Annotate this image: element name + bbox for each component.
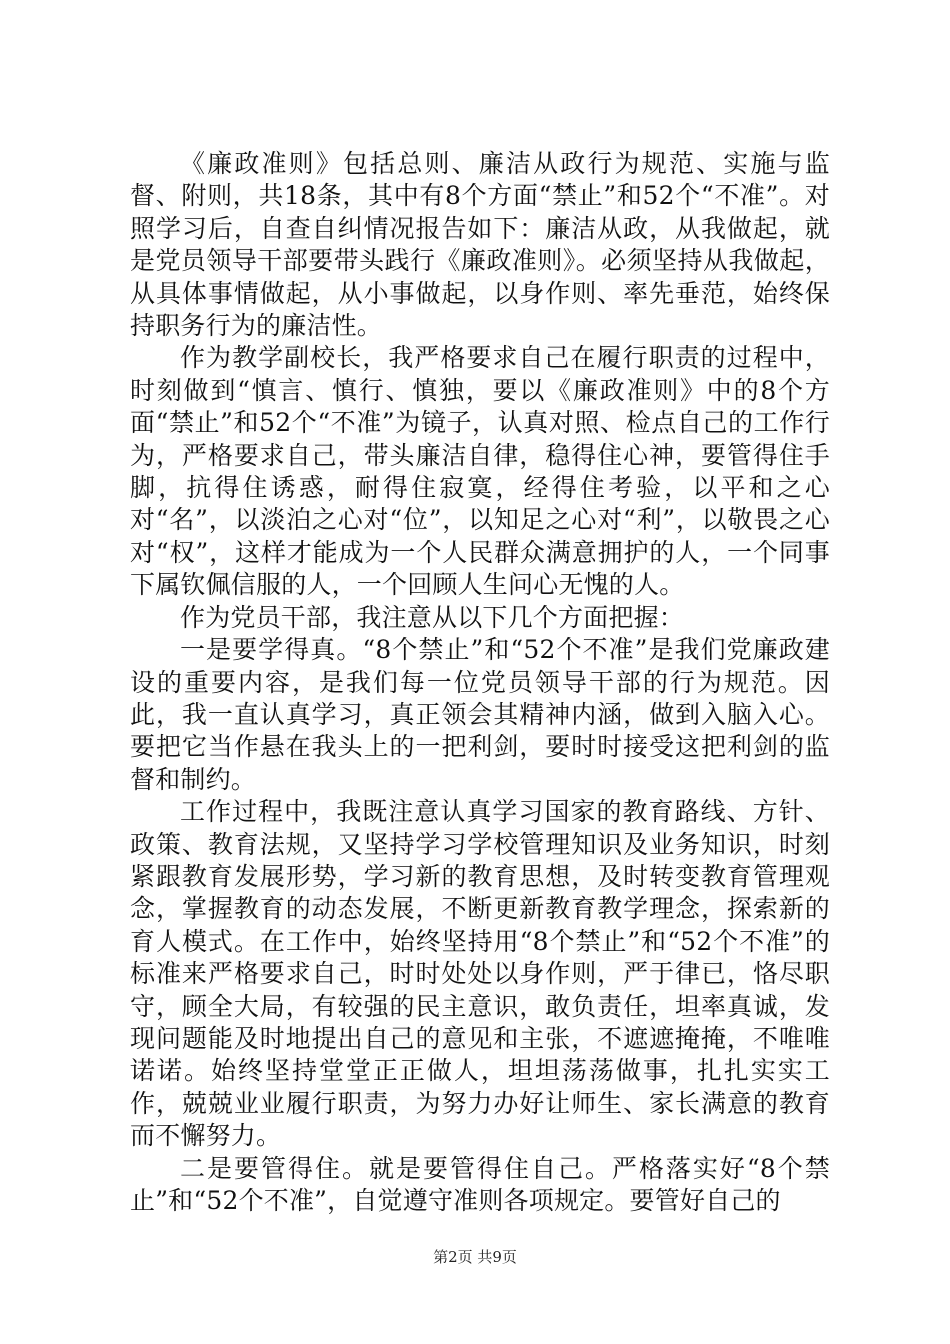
paragraph-3: 作为党员干部，我注意从以下几个方面把握： (180, 602, 685, 632)
document-body (130, 148, 830, 1217)
paragraph-4: 一是要学得真。“8个禁止”和“52个不准”是我们党廉政建设的重要内容，是我们每一位党员领导干部的行为规范。因此，我一直认真学习，真正领会其精神内涵，做到入脑入心。要把它当作悬在我头上的一把利剑，要时时接受这把利剑的监督和制约。 (130, 635, 830, 794)
paragraph-6: 二是要管得住。就是要管得住自己。严格落实好“8个禁止”和“52个不准”，自觉遵守准则各项规定。要管好自己的 (130, 1153, 830, 1215)
paragraph-1: 《廉政准则》包括总则、廉洁从政行为规范、实施与监督、附则，共18条，其中有8个方面“禁止”和52个“不准”。对照学习后，自查自纠情况报告如下：廉洁从政，从我做起，就是党员领导干部要带头践行《廉政准则》。必须坚持从我做起，从具体事情做起，从小事做起，以身作则、率先垂范，始终保持职务行为的廉洁性。 (130, 149, 830, 341)
paragraph-2: 作为教学副校长，我严格要求自己在履行职责的过程中，时刻做到“慎言、慎行、慎独，要以《廉政准则》中的8个方面“禁止”和52个“不准”为镜子，认真对照、检点自己的工作行为，严格要求自己，带头廉洁自律，稳得住心神，要管得住手脚，抗得住诱惑，耐得住寂寞，经得住考验，以平和之心对“名”，以淡泊之心对“位”，以知足之心对“利”，以敬畏之心对“权”，这样才能成为一个人民群众满意拥护的人，一个同事下属钦佩信服的人，一个回顾人生问心无愧的人。 (130, 343, 830, 600)
paragraph-5: 工作过程中，我既注意认真学习国家的教育路线、方针、政策、教育法规，又坚持学习学校管理知识及业务知识，时刻紧跟教育发展形势，学习新的教育思想，及时转变教育管理观念，掌握教育的动态发展，不断更新教育教学理念，探索新的育人模式。在工作中，始终坚持用“8个禁止”和“52个不准”的标准来严格要求自己，时时处处以身作则，严于律已，恪尽职守，顾全大局，有较强的民主意识，敢负责任，坦率真诚，发现问题能及时地提出自己的意见和主张，不遮遮掩掩，不唯唯诺诺。始终坚持堂堂正正做人，坦坦荡荡做事，扎扎实实工作，兢兢业业履行职责，为努力办好让师生、家长满意的教育而不懈努力。 (130, 797, 830, 1151)
page-number-footer: 第2页 共9页 (433, 1248, 517, 1266)
